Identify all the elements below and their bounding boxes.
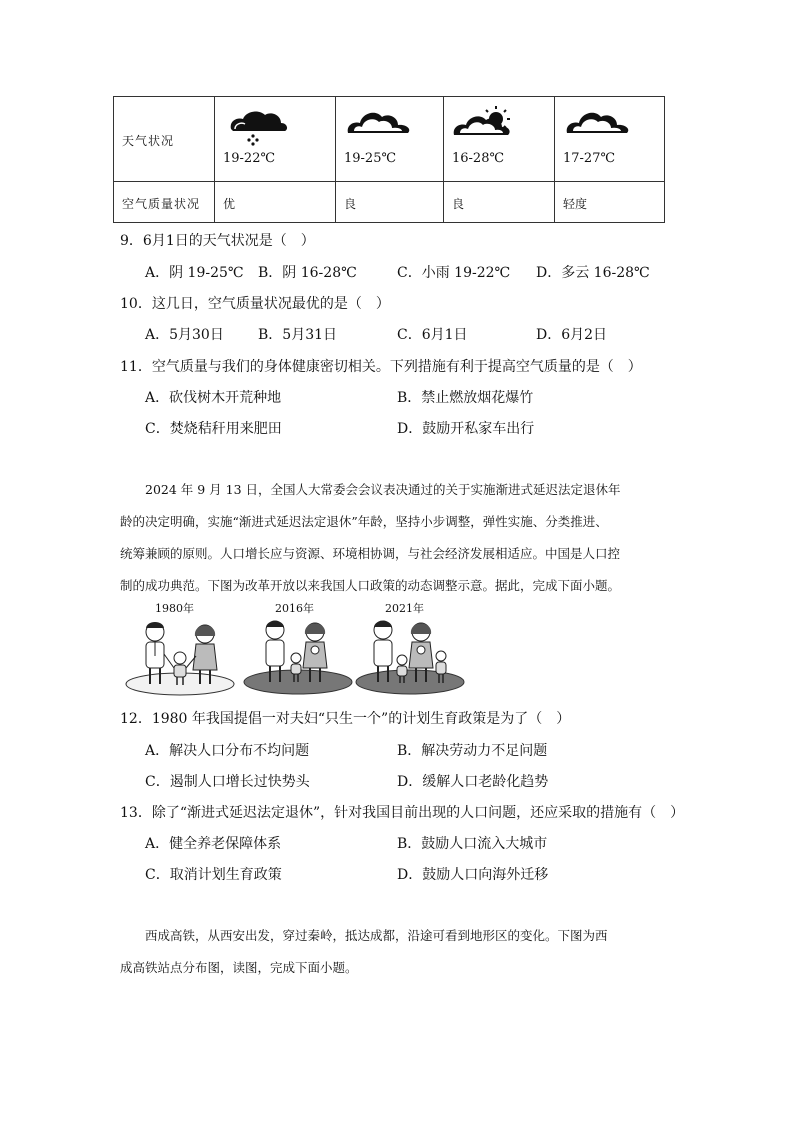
passage-line: 西成高铁，从西安出发，穿过秦岭，抵达成都，沿途可看到地形区的变化。下图为西 <box>120 928 608 943</box>
passage-line: 2024 年 9 月 13 日，全国人大常委会会议表决通过的关于实施渐进式延迟法定退休年 <box>120 482 621 497</box>
passage-line: 成高铁站点分布图，读图，完成下面小题。 <box>120 960 358 975</box>
question-12-option-c[interactable]: C．遏制人口增长过快势头 <box>145 774 310 790</box>
weather-cell-2 <box>336 97 444 182</box>
air-cell-3 <box>444 182 555 223</box>
question-10-option-c[interactable]: C．6月1日 <box>397 327 468 343</box>
question-12-stem: 12．1980 年我国提倡一对夫妇“只生一个”的计划生育政策是为了（ ） <box>120 711 571 727</box>
question-12-option-b[interactable]: B．解决劳动力不足问题 <box>397 743 548 759</box>
passage-xicheng-railway <box>120 920 680 984</box>
air-quality-value: 轻度 <box>563 197 588 211</box>
question-13-option-a[interactable]: A．健全养老保障体系 <box>145 836 282 852</box>
air-cell-2 <box>336 182 444 223</box>
question-9-stem: 9．6月1日的天气状况是（ ） <box>120 233 315 249</box>
question-13-option-d[interactable]: D．鼓励人口向海外迁移 <box>397 867 549 883</box>
question-9-option-b[interactable]: B．阴 16-28℃ <box>258 265 357 281</box>
question-10-option-d[interactable]: D．6月2日 <box>536 327 608 343</box>
passage-line: 制的成功典范。下图为改革开放以来我国人口政策的动态调整示意。据此，完成下面小题。 <box>120 578 621 593</box>
partly-sunny-icon <box>452 105 522 141</box>
temperature: 19-25℃ <box>344 151 397 166</box>
cloudy-icon <box>344 105 414 141</box>
question-9-option-a[interactable]: A．阴 19-25℃ <box>145 265 244 281</box>
temperature: 16-28℃ <box>452 151 505 166</box>
question-11-option-a[interactable]: A．砍伐树木开荒种地 <box>145 390 282 406</box>
question-11-option-b[interactable]: B．禁止燃放烟花爆竹 <box>397 390 534 406</box>
temperature: 17-27℃ <box>563 151 616 166</box>
figure-year-label: 2016年 <box>275 602 314 615</box>
question-10-stem: 10．这几日，空气质量状况最优的是（ ） <box>120 296 390 312</box>
weather-cell-3 <box>444 97 555 182</box>
question-11-option-d[interactable]: D．鼓励开私家车出行 <box>397 421 535 437</box>
temperature: 19-22℃ <box>223 151 276 166</box>
weather-cell-4 <box>555 97 665 182</box>
air-quality-value: 良 <box>344 197 357 211</box>
cloudy-icon <box>563 105 633 141</box>
question-12-option-a[interactable]: A．解决人口分布不均问题 <box>145 743 310 759</box>
passage-line: 龄的决定明确，实施“渐进式延迟法定退休”年龄，坚持小步调整，弹性实施、分类推进、 <box>120 514 608 529</box>
population-policy-figure <box>125 598 465 698</box>
passage-line: 统筹兼顾的原则。人口增长应与资源、环境相协调，与社会经济发展相适应。中国是人口控 <box>120 546 621 561</box>
family-three-children-illustration <box>355 614 465 696</box>
air-cell-1 <box>215 182 336 223</box>
weather-row-header <box>114 97 215 182</box>
weather-table <box>113 96 665 223</box>
question-13-option-c[interactable]: C．取消计划生育政策 <box>145 867 282 883</box>
weather-cell-1 <box>215 97 336 182</box>
figure-year-label: 1980年 <box>155 602 194 615</box>
question-10-option-a[interactable]: A．5月30日 <box>145 327 224 343</box>
question-10-option-b[interactable]: B．5月31日 <box>258 327 338 343</box>
figure-year-label: 2021年 <box>385 602 424 615</box>
family-two-children-illustration <box>243 614 353 696</box>
question-9-option-c[interactable]: C．小雨 19-22℃ <box>397 265 511 281</box>
question-12-option-d[interactable]: D．缓解人口老龄化趋势 <box>397 774 549 790</box>
light-rain-icon <box>223 105 293 147</box>
air-cell-4 <box>555 182 665 223</box>
question-11-stem: 11．空气质量与我们的身体健康密切相关。下列措施有利于提高空气质量的是（ ） <box>120 359 642 375</box>
question-9-option-d[interactable]: D．多云 16-28℃ <box>536 265 650 281</box>
question-11-option-c[interactable]: C．焚烧秸秆用来肥田 <box>145 421 282 437</box>
air-row-label: 空气质量状况 <box>122 197 201 211</box>
air-row-header <box>114 182 215 223</box>
passage-population-policy <box>120 474 680 602</box>
family-one-child-illustration <box>125 614 235 696</box>
question-13-stem: 13．除了“渐进式延迟法定退休”，针对我国目前出现的人口问题，还应采取的措施有（ ） <box>120 805 685 821</box>
weather-row-label: 天气状况 <box>122 134 175 148</box>
air-quality-value: 良 <box>452 197 465 211</box>
question-13-option-b[interactable]: B．鼓励人口流入大城市 <box>397 836 548 852</box>
air-quality-value: 优 <box>223 197 236 211</box>
